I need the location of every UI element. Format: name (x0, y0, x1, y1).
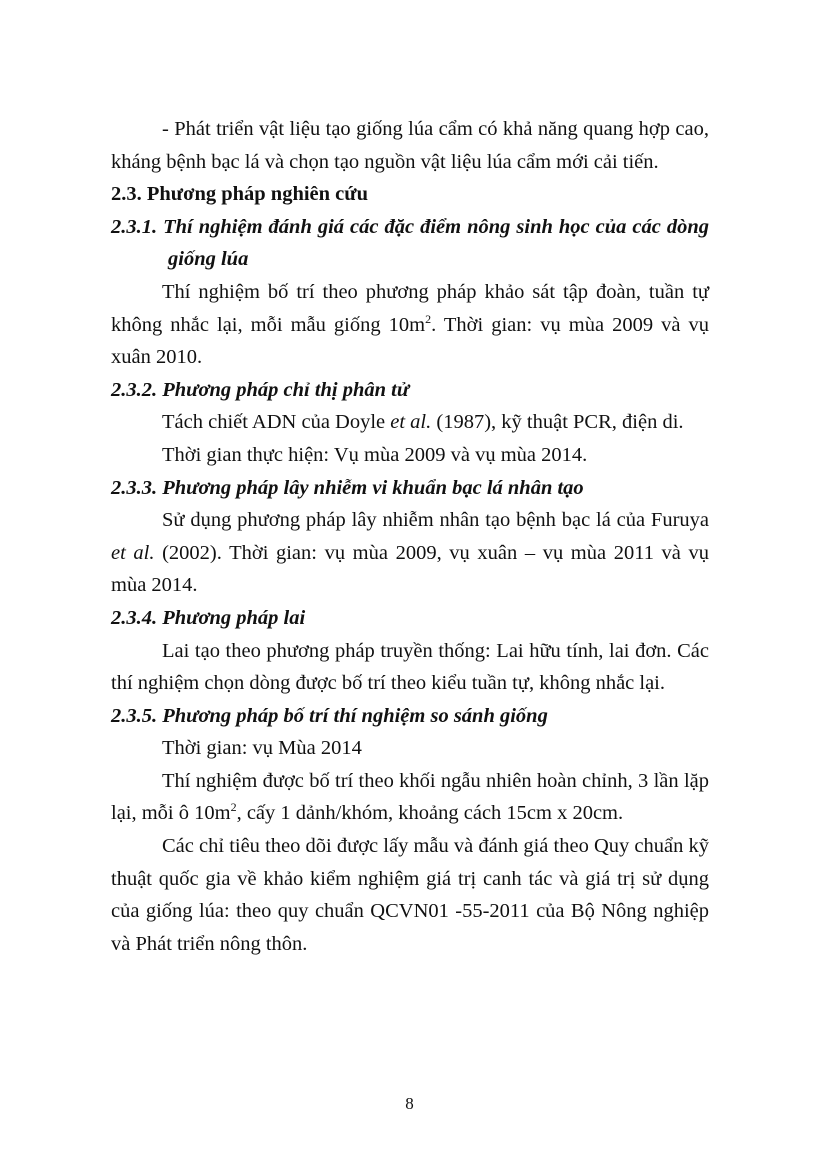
italic-citation: et al. (390, 411, 432, 434)
paragraph-2-3-4: Lai tạo theo phương pháp truyền thống: Lai hữu tính, lai đơn. Các thí nghiệm chọn dòng được bố trí theo kiểu tuần tự, không nhắc lại. (111, 639, 709, 695)
text-span: Thí nghiệm bố trí theo phương pháp khảo sát tập đoàn, tuần tự không nhắc lại, mỗi mẫu giống 10m (111, 280, 709, 336)
document-page (111, 113, 709, 960)
intro-paragraph: - Phát triển vật liệu tạo giống lúa cẩm có khả năng quang hợp cao, kháng bệnh bạc lá và chọn tạo nguồn vật liệu lúa cẩm mới cải tiến. (111, 118, 709, 173)
paragraph-2-3-2-a (111, 406, 709, 439)
superscript: 2 (425, 311, 432, 326)
section-heading-2-3-1: 2.3.1. Thí nghiệm đánh giá các đặc điểm nông sinh học của các dòng giống lúa (111, 215, 709, 271)
section-heading-2-3: 2.3. Phương pháp nghiên cứu (111, 183, 368, 206)
paragraph-2-3-5-a: Thời gian: vụ Mùa 2014 (162, 737, 362, 760)
page-number: 8 (405, 1094, 414, 1113)
paragraph-2-3-2-b: Thời gian thực hiện: Vụ mùa 2009 và vụ mùa 2014. (162, 443, 588, 466)
text-span: (2002). Thời gian: vụ mùa 2009, vụ xuân – vụ mùa 2011 và vụ mùa 2014. (111, 541, 709, 597)
text-span: (1987), kỹ thuật PCR, điện di. (431, 411, 684, 434)
paragraph-2-3-1 (111, 276, 709, 374)
text-span: . Thời gian: vụ mùa 2009 và vụ xuân 2010. (111, 313, 709, 369)
section-heading-2-3-2: 2.3.2. Phương pháp chỉ thị phân tử (111, 378, 410, 401)
text-span: Thí nghiệm được bố trí theo khối ngẫu nhiên hoàn chỉnh, 3 lần lặp lại, mỗi ô 10m (111, 769, 709, 825)
text-span: Tách chiết ADN của Doyle (162, 411, 391, 434)
superscript: 2 (230, 800, 237, 815)
paragraph-2-3-5-b (111, 765, 709, 830)
section-heading-2-3-4: 2.3.4. Phương pháp lai (111, 606, 306, 629)
section-heading-2-3-3: 2.3.3. Phương pháp lây nhiễm vi khuẩn bạc lá nhân tạo (111, 476, 584, 499)
text-span: Sử dụng phương pháp lây nhiễm nhân tạo bệnh bạc lá của Furuya (162, 509, 709, 532)
text-span: , cấy 1 dảnh/khóm, khoảng cách 15cm x 20cm. (236, 802, 624, 825)
italic-citation: et al. (111, 541, 155, 564)
section-heading-2-3-5: 2.3.5. Phương pháp bố trí thí nghiệm so sánh giống (111, 704, 548, 727)
paragraph-2-3-3 (111, 504, 709, 602)
paragraph-2-3-5-c: Các chỉ tiêu theo dõi được lấy mẫu và đánh giá theo Quy chuẩn kỹ thuật quốc gia về khảo kiểm nghiệm giá trị canh tác và giá trị sử dụng của giống lúa: theo quy chuẩn QCVN01 -55-2011 của Bộ Nông nghiệp và Phát triển nông thôn. (111, 835, 709, 955)
